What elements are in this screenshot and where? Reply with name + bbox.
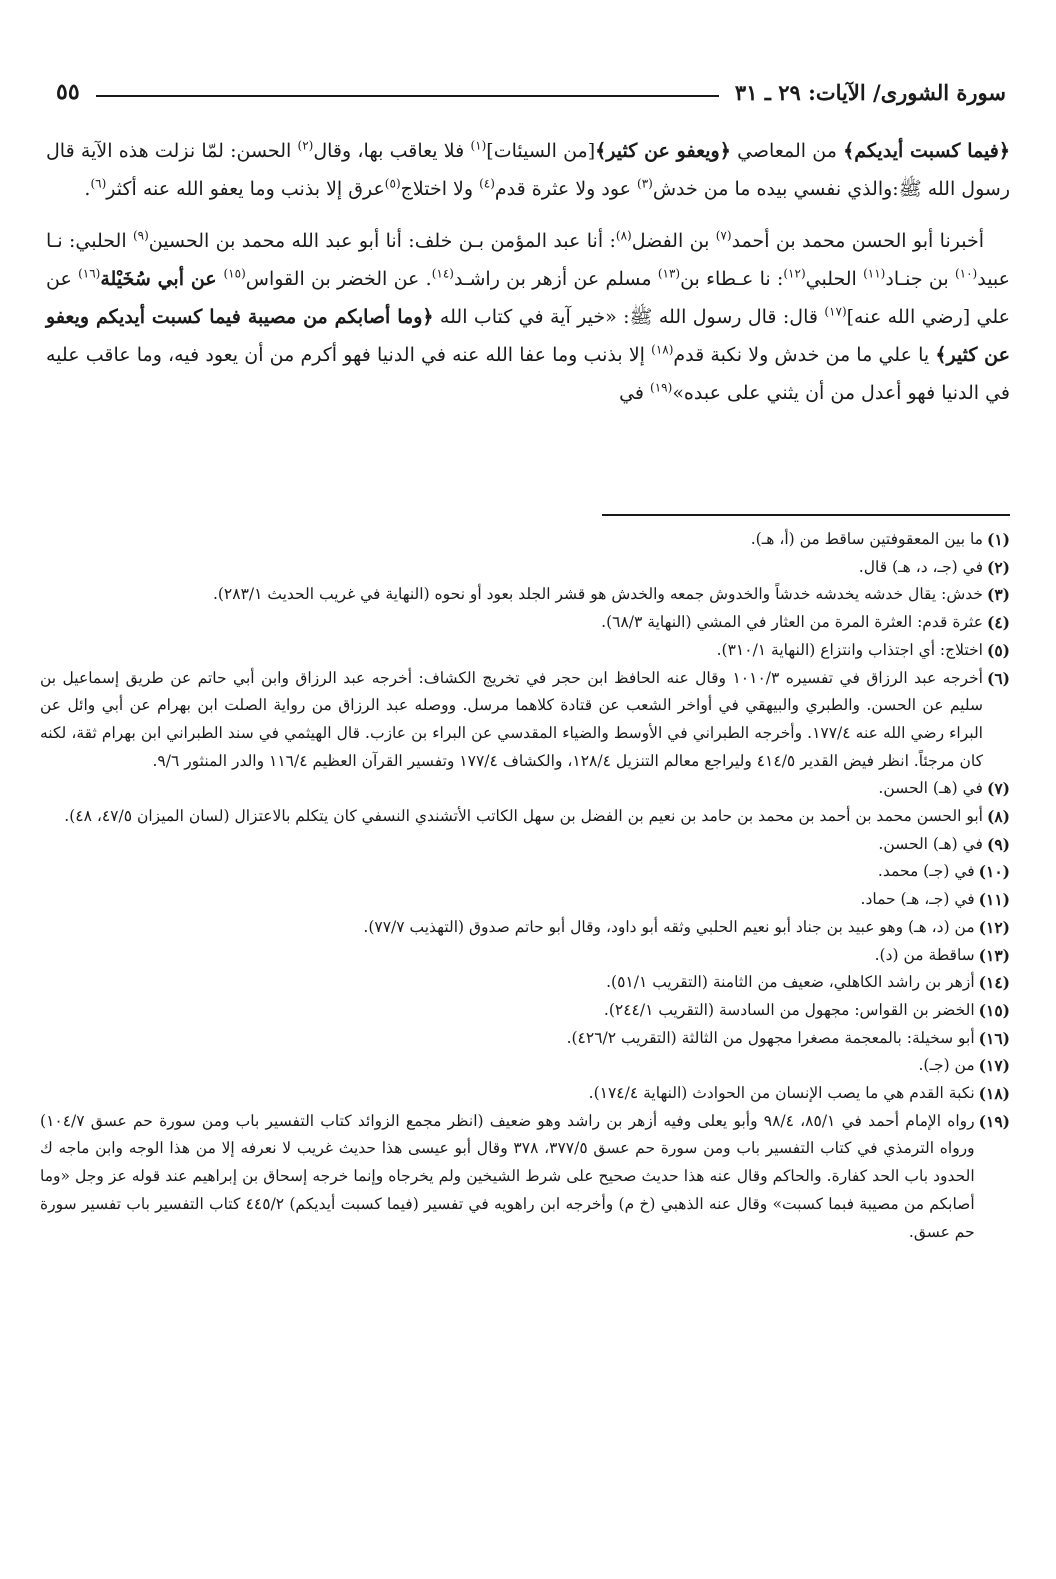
text-run: الحلبي (805, 268, 864, 290)
footnote-ref[interactable]: (٢) (297, 138, 314, 153)
footnote (40, 997, 1010, 1025)
footnote-number: (٢) (986, 557, 1010, 577)
footnote (40, 554, 1010, 582)
footnote-number: (١) (986, 530, 1010, 549)
footnote-text: خدش: يقال خدشه يخدشه خدشاً والخدوش جمعه والخدش هو قشر الجلد بعود أو نحوه (النهاية في غريب الحديث ٢٨٣/١). (212, 585, 983, 604)
footnote (40, 1108, 1010, 1247)
paragraph-2 (46, 222, 1010, 412)
text-run: . (84, 178, 91, 200)
main-text (46, 132, 1010, 426)
footnote-ref[interactable]: (١٣) (657, 266, 681, 281)
running-header (56, 72, 1006, 112)
text-run: الحلبي: نـا عبيد (46, 230, 1010, 290)
footnote-ref[interactable]: (١٧) (824, 304, 847, 319)
footnote-number: (٦) (986, 668, 1010, 688)
footnote-number: (١٧) (978, 1056, 1010, 1076)
quran-quote: ﴿وما أصابكم من مصيبة فيما كسبت أيديكم ويعفو عن كثير﴾ (46, 306, 1010, 366)
footnote-ref[interactable]: (١٥) (223, 266, 246, 281)
quran-quote: ﴿ويعفو عن كثير﴾ (595, 140, 731, 162)
text-run: : أنا عبد المؤمن بـن خلف: أنا أبو عبد الله محمد بن الحسين (148, 230, 616, 252)
footnote-number: (١٥) (978, 1000, 1010, 1020)
footnote-text: أخرجه عبد الرزاق في تفسيره ١٠١٠/٣ وقال عنه الحافظ ابن حجر في تخريج الكشاف: أخرجه عبد الرزاق وابن أبي حاتم عن طريق إسماعيل بن سليم عن الحسن. والطبري والبيهقي في أواخر الشعب عن قتادة كلاهما مرسل. ووصله عبد الرزاق من رواية الصلت ابن بهرام عن أبي وائل عن البراء رضي الله عنه ١٧٧/٤. وأخرجه الطبراني في الأوسط والضياء المقدسي عن البراء بن عازب. قال الهيثمي في سند الطبراني ابن بهرام ثقة، لكنه كان مرجئاً. انظر فيض القدير ٤١٤/٥ وليراجع معالم التنزيل ١٢٨/٤، والكشاف ١٧٧/٤ وتفسير القرآن العظيم ١١٦/٤ والدر المنثور ٩/٦. (40, 668, 983, 770)
footnote-text: في (هـ) الحسن. (878, 834, 983, 853)
footnote (40, 858, 1010, 886)
footnote (40, 1080, 1010, 1108)
footnote-number: (٥) (986, 640, 1010, 660)
footnote-text: أبو سخيلة: بالمعجمة مصغرا مجهول من الثالثة (التقريب ٤٢٦/٢). (566, 1028, 975, 1047)
footnote-ref[interactable]: (٤) (479, 176, 495, 191)
text-run: عن أبي سُخَيْلة (100, 268, 224, 290)
footnote (40, 942, 1010, 970)
footnote-ref[interactable]: (١) (470, 138, 487, 153)
text-run: من المعاصي (730, 140, 844, 162)
page-number: ٥٥ (56, 79, 80, 105)
footnote-number: (١٠) (978, 862, 1010, 882)
text-run: عود ولا عثرة قدم (494, 178, 638, 200)
footnote (40, 581, 1010, 609)
footnote-number: (١١) (978, 890, 1010, 910)
footnote-ref[interactable]: (٨) (615, 228, 632, 243)
footnotes (40, 526, 1010, 1246)
running-title: سورة الشورى/ الآيات: ٢٩ ـ ٣١ (734, 79, 1006, 105)
text-run: أخبرنا أبو الحسن محمد بن أحمد (731, 230, 984, 252)
text-run: . عن الخضر بن القواس (245, 268, 432, 290)
text-run: إلا بذنب وما عفا الله عنه في الدنيا فهو أكرم من أن يعود فيه، وما عاقب عليه في الدنيا فهو أعدل من أن يثني على عبده» (46, 344, 1010, 404)
header-rule (96, 95, 719, 97)
footnote-text: اختلاج: أي اجتذاب وانتزاع (النهاية ٣١٠/١). (716, 640, 983, 659)
footnote-text: في (هـ) الحسن. (878, 779, 983, 798)
footnote-ref[interactable]: (١٠) (954, 266, 978, 281)
footnote (40, 1052, 1010, 1080)
footnote-ref[interactable]: (١٢) (783, 266, 806, 281)
footnote-text: أبو الحسن محمد بن أحمد بن محمد بن حامد بن نعيم بن الفضل بن سهل الكاتب الأتشندي النسفي كان يتكلم بالاعتزال (لسان الميزان ٤٧/٥، ٤٨). (64, 807, 983, 826)
text-run: : نا عـطاء بن (680, 268, 784, 290)
footnote-ref[interactable]: (٣) (637, 176, 653, 191)
footnote-number: (٨) (986, 807, 1010, 827)
text-run: ولا اختلاج (400, 178, 480, 200)
footnote-ref[interactable]: (١١) (863, 266, 886, 281)
footnote-text: أزهر بن راشد الكاهلي، ضعيف من الثامنة (التقريب ٥١/١). (606, 973, 975, 992)
footnote-number: (١٩) (978, 1111, 1010, 1131)
text-run: بن الفضل (631, 230, 716, 252)
footnote (40, 775, 1010, 803)
footnote-text: رواه الإمام أحمد في ٨٥/١، ٩٨/٤ وأبو يعلى وفيه أزهر بن راشد وهو ضعيف (انظر مجمع الزوائد كتاب التفسير باب ومن سورة حم عسق ١٠٤/٧) ورواه الترمذي في كتاب التفسير باب ومن سورة حم عسق ٣٧٧/٥، ٣٧٨ وقال أبو عيسى هذا حديث غريب لا نعرفه إلا من هذا الوجه وابن ماجه ك الحدود باب الحد كفارة. والحاكم وقال عنه هذا حديث صحيح على شرط الشيخين ولم يخرجاه وإنما خرجه إسحاق بن إبراهيم عند قوله عز وجل «وما أصابكم من مصيبة فبما كسبت» وقال عنه الذهبي (خ م) وأخرجه ابن راهويه في تفسير (فيما كسبت أيديكم) ٤٤٥/٢ كتاب التفسير باب تفسير سورة حم عسق. (40, 1111, 975, 1241)
footnote (40, 803, 1010, 831)
footnote (40, 665, 1010, 776)
footnote-text: من (جـ). (918, 1056, 975, 1075)
paragraph-1 (46, 132, 1010, 208)
footnote-text: عثرة قدم: العثرة المرة من العثار في المشي (النهاية ٦٨/٣). (601, 613, 983, 632)
text-run: عن علي [رضي الله عنه] (46, 268, 1011, 328)
footnote-number: (٣) (986, 585, 1010, 605)
footnote-text: نكبة القدم هي ما يصب الإنسان من الحوادث (النهاية ١٧٤/٤). (588, 1084, 975, 1103)
text-run: عرق إلا بذنب وما يعفو الله عنه أكثر (106, 178, 385, 200)
footnote-ref[interactable]: (٩) (132, 228, 149, 243)
quran-quote: ﴿فيما كسبت أيديكم﴾ (843, 140, 1010, 162)
footnote-ref[interactable]: (١٤) (431, 266, 454, 281)
footnote-number: (١٤) (978, 973, 1010, 993)
footnote-text: ساقطة من (د). (874, 945, 975, 964)
footnote-number: (١٣) (978, 945, 1010, 965)
footnote (40, 831, 1010, 859)
footnote-number: (١٦) (978, 1028, 1010, 1048)
text-run: مسلم عن أزهر بن راشـد (453, 268, 658, 290)
footnote-number: (١٢) (978, 917, 1010, 937)
footnote-text: في (جـ) محمد. (877, 862, 975, 881)
footnote-text: ما بين المعقوفتين ساقط من (أ، هـ). (750, 530, 983, 548)
footnote-text: من (د، هـ) وهو عبيد بن جناد أبو نعيم الحلبي وثقه أبو داود، وقال أبو حاتم صدوق (التهذيب ٧٧/٧). (363, 917, 975, 936)
footnote-text: الخضر بن القواس: مجهول من السادسة (التقريب ٢٤٤/١). (603, 1000, 975, 1019)
text-run: الحسن: لمّا نزلت هذه الآية قال رسول الله ﷺ:والذي نفسي بيده ما من خدش (46, 140, 1010, 200)
text-run: [من السيئات] (486, 140, 596, 162)
footnote-text: في (جـ، هـ) حماد. (860, 890, 975, 909)
footnote-text: في (جـ، د، هـ) قال. (858, 557, 983, 576)
footnote-ref[interactable]: (١٦) (78, 266, 101, 281)
text-run: يا علي ما من خدش ولا نكبة قدم (673, 344, 936, 366)
footnote-number: (١٨) (978, 1084, 1010, 1104)
text-run: فلا يعاقب بها، وقال (313, 140, 471, 162)
footnote (40, 886, 1010, 914)
footnote-number: (٤) (986, 613, 1010, 633)
footnote (40, 526, 1010, 554)
footnote-number: (٩) (986, 834, 1010, 854)
footnote-ref[interactable]: (٥) (384, 176, 401, 191)
footnote-number: (٧) (986, 779, 1010, 799)
footnote-ref[interactable]: (١٨) (651, 342, 674, 357)
footnote (40, 637, 1010, 665)
footnote (40, 609, 1010, 637)
footnote-ref[interactable]: (٧) (715, 228, 732, 243)
text-run: بن جنـاد (885, 268, 955, 290)
footnote (40, 914, 1010, 942)
footnote-ref[interactable]: (٦) (90, 176, 107, 191)
footnote (40, 1025, 1010, 1053)
footnote (40, 969, 1010, 997)
text-run: في (619, 382, 651, 404)
footnote-ref[interactable]: (١٩) (650, 380, 673, 395)
footnote-separator (602, 514, 1010, 516)
text-run: قال: قال رسول الله ﷺ: «خير آية في كتاب الله (433, 306, 825, 328)
